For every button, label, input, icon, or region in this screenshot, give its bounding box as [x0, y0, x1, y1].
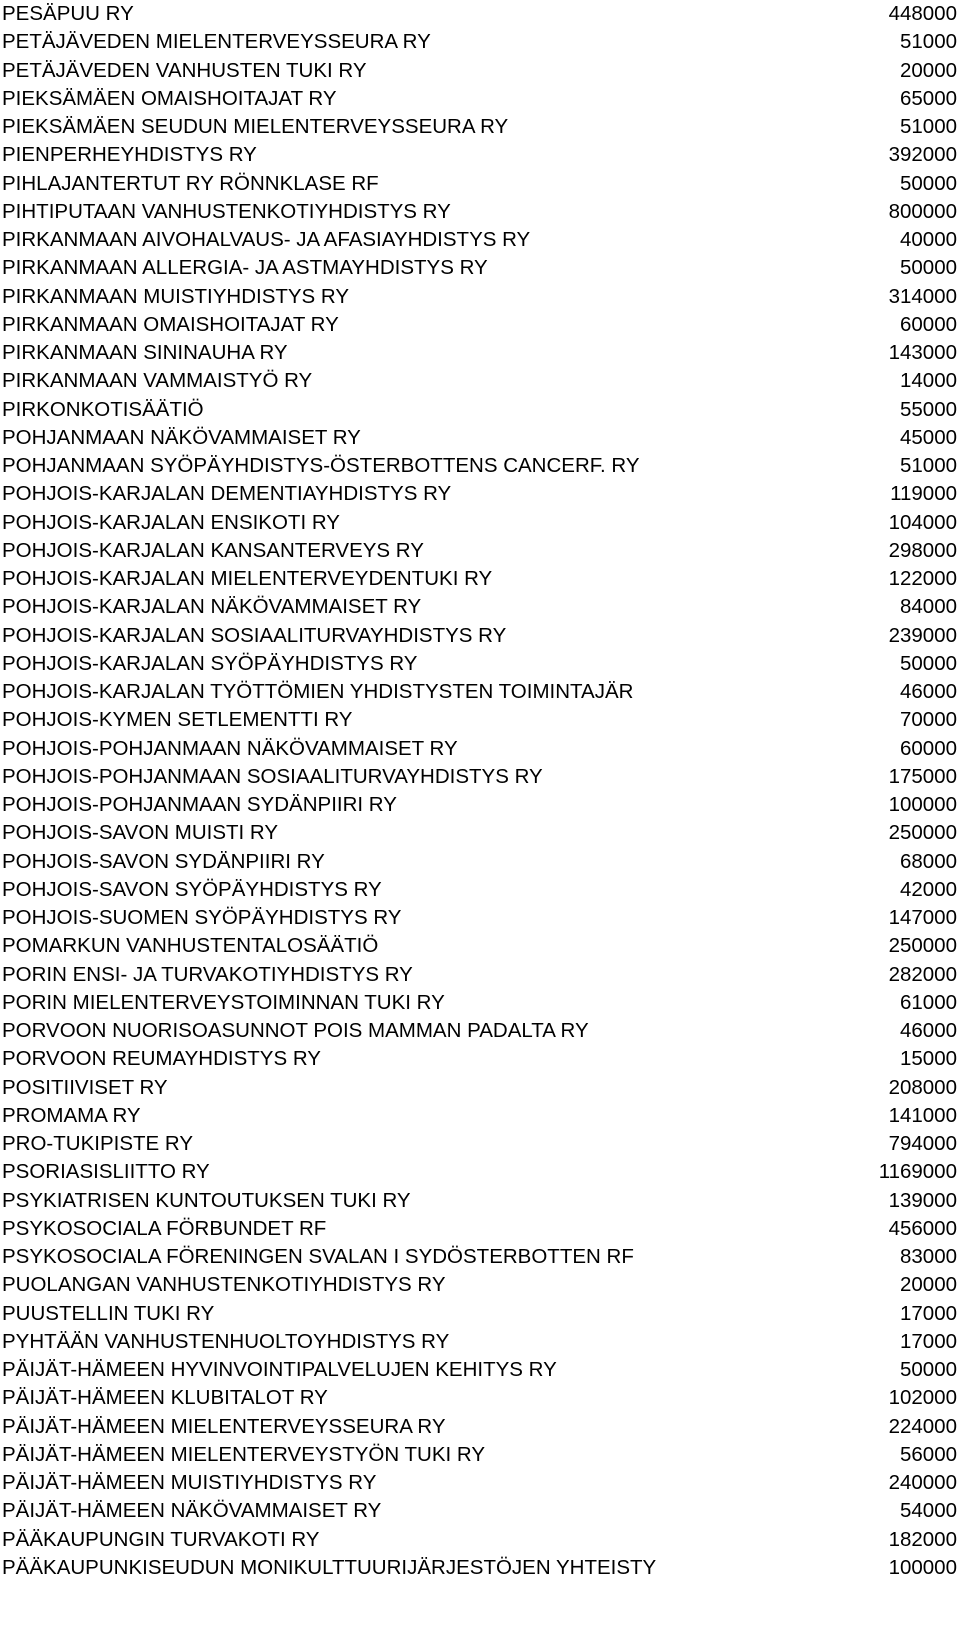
- organization-name: PUOLANGAN VANHUSTENKOTIYHDISTYS RY: [2, 1273, 446, 1297]
- amount-value: 15000: [899, 1047, 957, 1071]
- list-item: [0, 565, 960, 593]
- amount-value: 60000: [899, 736, 957, 760]
- amount-value: 60000: [899, 312, 957, 336]
- organization-name: PETÄJÄVEDEN VANHUSTEN TUKI RY: [2, 58, 367, 82]
- list-item: [0, 339, 960, 367]
- amount-value: 51000: [899, 115, 957, 138]
- organization-name: POHJANMAAN SYÖPÄYHDISTYS-ÖSTERBOTTENS CANCERF. RY: [2, 454, 640, 477]
- list-item: [0, 819, 960, 847]
- organization-name: PÄÄKAUPUNGIN TURVAKOTI RY: [2, 1527, 320, 1551]
- list-item: [0, 170, 960, 198]
- list-item: [0, 1130, 960, 1158]
- list-item: [0, 367, 960, 395]
- organization-name: POHJOIS-KARJALAN NÄKÖVAMMAISET RY: [2, 595, 422, 619]
- list-item: [0, 1102, 960, 1130]
- list-item: [0, 735, 960, 763]
- amount-value: 448000: [888, 2, 957, 25]
- organization-name: PIEKSÄMÄEN OMAISHOITAJAT RY: [2, 86, 337, 110]
- list-item: [0, 1017, 960, 1045]
- list-item: [0, 1526, 960, 1554]
- amount-value: 1169000: [878, 1160, 957, 1184]
- list-item: [0, 1243, 960, 1271]
- amount-value: 100000: [888, 1555, 957, 1579]
- organization-name: PIEKSÄMÄEN SEUDUN MIELENTERVEYSSEURA RY: [2, 115, 509, 138]
- list-item: [0, 1271, 960, 1299]
- list-item: [0, 1215, 960, 1243]
- organization-name: POHJOIS-SUOMEN SYÖPÄYHDISTYS RY: [2, 906, 402, 929]
- list-item: [0, 283, 960, 311]
- organization-name: PÄIJÄT-HÄMEEN HYVINVOINTIPALVELUJEN KEHITYS RY: [2, 1358, 557, 1381]
- organization-name: PORVOON NUORISOASUNNOT POIS MAMMAN PADALTA RY: [2, 1019, 589, 1042]
- organization-name: PIRKANMAAN ALLERGIA- JA ASTMAYHDISTYS RY: [2, 256, 488, 280]
- amount-value: 139000: [888, 1188, 957, 1212]
- organization-name: POHJOIS-POHJANMAAN NÄKÖVAMMAISET RY: [2, 736, 458, 760]
- list-item: [0, 1187, 960, 1215]
- amount-value: 51000: [899, 454, 957, 477]
- amount-value: 392000: [888, 143, 957, 167]
- list-item: [0, 932, 960, 960]
- organization-name: POHJOIS-KARJALAN KANSANTERVEYS RY: [2, 538, 424, 562]
- list-item: [0, 509, 960, 537]
- organization-name: PESÄPUU RY: [2, 2, 134, 25]
- list-item: [0, 0, 960, 28]
- list-item: [0, 85, 960, 113]
- amount-value: 20000: [899, 1273, 957, 1297]
- organization-name: PRO-TUKIPISTE RY: [2, 1132, 193, 1155]
- list-item: [0, 791, 960, 819]
- organization-name: PIRKONKOTISÄÄTIÖ: [2, 397, 204, 421]
- amount-value: 42000: [899, 877, 957, 901]
- amount-value: 250000: [888, 821, 957, 845]
- amount-value: 17000: [899, 1301, 957, 1325]
- amount-value: 17000: [899, 1329, 957, 1353]
- list-item: [0, 1300, 960, 1328]
- list-item: [0, 226, 960, 254]
- amount-value: 175000: [888, 764, 957, 788]
- amount-value: 83000: [899, 1245, 957, 1268]
- organization-name: PIRKANMAAN MUISTIYHDISTYS RY: [2, 284, 350, 308]
- amount-value: 282000: [888, 962, 957, 986]
- organization-name: PORIN MIELENTERVEYSTOIMINNAN TUKI RY: [2, 990, 445, 1014]
- organization-name: PIRKANMAAN SININAUHA RY: [2, 341, 288, 364]
- list-item: [0, 989, 960, 1017]
- amount-value: 14000: [899, 369, 957, 393]
- organization-name: PSYKOSOCIALA FÖRBUNDET RF: [2, 1216, 327, 1240]
- list-item: [0, 678, 960, 706]
- amount-value: 240000: [888, 1471, 957, 1494]
- list-item: [0, 593, 960, 621]
- list-item: [0, 452, 960, 480]
- list-item: [0, 1469, 960, 1497]
- list-item: [0, 254, 960, 282]
- amount-value: 456000: [888, 1216, 957, 1240]
- organization-name: POHJOIS-KARJALAN MIELENTERVEYDENTUKI RY: [2, 567, 493, 590]
- amount-value: 298000: [888, 538, 957, 562]
- organization-name: PUUSTELLIN TUKI RY: [2, 1301, 215, 1325]
- amount-value: 20000: [899, 58, 957, 82]
- organization-name: PIRKANMAAN VAMMAISTYÖ RY: [2, 369, 313, 393]
- amount-value: 45000: [899, 425, 957, 449]
- organization-name: POHJOIS-SAVON SYÖPÄYHDISTYS RY: [2, 877, 382, 901]
- amount-value: 51000: [899, 30, 957, 54]
- amount-value: 800000: [888, 199, 957, 223]
- organization-name: POHJOIS-KARJALAN DEMENTIAYHDISTYS RY: [2, 482, 452, 506]
- organization-name: PÄIJÄT-HÄMEEN MUISTIYHDISTYS RY: [2, 1471, 377, 1494]
- amount-value: 61000: [899, 990, 957, 1014]
- organization-name: PSORIASISLIITTO RY: [2, 1160, 210, 1184]
- list-item: [0, 763, 960, 791]
- list-item: [0, 57, 960, 85]
- amount-value: 182000: [888, 1527, 957, 1551]
- organization-name: PÄÄKAUPUNKISEUDUN MONIKULTTUURIJÄRJESTÖJEN YHTEISTY: [2, 1555, 657, 1579]
- amount-value: 794000: [888, 1132, 957, 1155]
- organization-name: PIHLAJANTERTUT RY RÖNNKLASE RF: [2, 171, 379, 195]
- amount-value: 250000: [888, 934, 957, 958]
- organization-name: POHJOIS-POHJANMAAN SYDÄNPIIRI RY: [2, 793, 397, 816]
- list-item: [0, 1356, 960, 1384]
- organization-name: POHJOIS-KARJALAN ENSIKOTI RY: [2, 510, 340, 534]
- organization-name: POHJOIS-SAVON SYDÄNPIIRI RY: [2, 849, 325, 873]
- organization-name: PORVOON REUMAYHDISTYS RY: [2, 1047, 321, 1071]
- list-item: [0, 706, 960, 734]
- list-item: [0, 1328, 960, 1356]
- amount-value: 314000: [888, 284, 957, 308]
- amount-value: 84000: [899, 595, 957, 619]
- amount-value: 54000: [899, 1499, 957, 1523]
- list-item: [0, 961, 960, 989]
- list-item: [0, 848, 960, 876]
- organization-name: PSYKIATRISEN KUNTOUTUKSEN TUKI RY: [2, 1188, 411, 1212]
- organization-name: PIRKANMAAN OMAISHOITAJAT RY: [2, 312, 339, 336]
- list-item: [0, 1554, 960, 1582]
- organization-name: PÄIJÄT-HÄMEEN MIELENTERVEYSTYÖN TUKI RY: [2, 1442, 486, 1466]
- organization-name: PIHTIPUTAAN VANHUSTENKOTIYHDISTYS RY: [2, 199, 451, 223]
- organization-name: PROMAMA RY: [2, 1103, 141, 1127]
- amount-value: 68000: [899, 849, 957, 873]
- amount-value: 104000: [888, 510, 957, 534]
- organization-name: PYHTÄÄN VANHUSTENHUOLTOYHDISTYS RY: [2, 1329, 450, 1353]
- list-item: [0, 198, 960, 226]
- list-item: [0, 1413, 960, 1441]
- amount-value: 50000: [899, 1358, 957, 1381]
- amount-value: 102000: [888, 1386, 957, 1410]
- list-item: [0, 424, 960, 452]
- amount-value: 46000: [899, 680, 957, 703]
- amount-value: 50000: [899, 171, 957, 195]
- organization-name: PETÄJÄVEDEN MIELENTERVEYSSEURA RY: [2, 30, 431, 54]
- list-item: [0, 537, 960, 565]
- organization-name: POHJOIS-KYMEN SETLEMENTTI RY: [2, 708, 353, 732]
- organization-name: POHJOIS-SAVON MUISTI RY: [2, 821, 279, 845]
- list-item: [0, 1497, 960, 1525]
- organization-name: POHJOIS-KARJALAN SOSIAALITURVAYHDISTYS RY: [2, 623, 507, 647]
- list-item: [0, 1441, 960, 1469]
- amount-value: 70000: [899, 708, 957, 732]
- amount-value: 224000: [888, 1414, 957, 1438]
- list-item: [0, 28, 960, 56]
- list-item: [0, 396, 960, 424]
- amount-value: 239000: [888, 623, 957, 647]
- amount-value: 100000: [888, 793, 957, 816]
- amount-value: 46000: [899, 1019, 957, 1042]
- list-item: [0, 622, 960, 650]
- amount-value: 56000: [899, 1442, 957, 1466]
- organization-name: PIRKANMAAN AIVOHALVAUS- JA AFASIAYHDISTYS RY: [2, 228, 531, 251]
- organization-name: POHJANMAAN NÄKÖVAMMAISET RY: [2, 425, 361, 449]
- list-item: [0, 1384, 960, 1412]
- amount-value: 141000: [888, 1103, 957, 1127]
- organization-name: PSYKOSOCIALA FÖRENINGEN SVALAN I SYDÖSTERBOTTEN RF: [2, 1245, 634, 1268]
- list-item: [0, 1045, 960, 1073]
- organization-name: POHJOIS-KARJALAN SYÖPÄYHDISTYS RY: [2, 651, 418, 675]
- amount-value: 50000: [899, 651, 957, 675]
- organization-name: PÄIJÄT-HÄMEEN MIELENTERVEYSSEURA RY: [2, 1414, 446, 1438]
- organization-name: PÄIJÄT-HÄMEEN KLUBITALOT RY: [2, 1386, 328, 1410]
- organization-name: POSITIIVISET RY: [2, 1075, 168, 1099]
- amount-value: 143000: [888, 341, 957, 364]
- organization-name: POMARKUN VANHUSTENTALOSÄÄTIÖ: [2, 934, 379, 958]
- organization-name: PÄIJÄT-HÄMEEN NÄKÖVAMMAISET RY: [2, 1499, 382, 1523]
- list-item: [0, 311, 960, 339]
- amount-value: 119000: [890, 482, 957, 506]
- amount-value: 208000: [888, 1075, 957, 1099]
- amount-value: 147000: [888, 906, 957, 929]
- list-item: [0, 113, 960, 141]
- organization-name: PIENPERHEYHDISTYS RY: [2, 143, 257, 167]
- organization-name: PORIN ENSI- JA TURVAKOTIYHDISTYS RY: [2, 962, 413, 986]
- list-item: [0, 650, 960, 678]
- list-item: [0, 1158, 960, 1186]
- list-item: [0, 904, 960, 932]
- organization-name: POHJOIS-POHJANMAAN SOSIAALITURVAYHDISTYS RY: [2, 764, 543, 788]
- list-item: [0, 1074, 960, 1102]
- list-item: [0, 480, 960, 508]
- organization-name: POHJOIS-KARJALAN TYÖTTÖMIEN YHDISTYSTEN TOIMINTAJÄR: [2, 680, 634, 703]
- list-item: [0, 141, 960, 169]
- amount-value: 50000: [899, 256, 957, 280]
- amount-value: 40000: [899, 228, 957, 251]
- amount-value: 65000: [899, 86, 957, 110]
- amount-value: 122000: [888, 567, 957, 590]
- list-item: [0, 876, 960, 904]
- amount-value: 55000: [899, 397, 957, 421]
